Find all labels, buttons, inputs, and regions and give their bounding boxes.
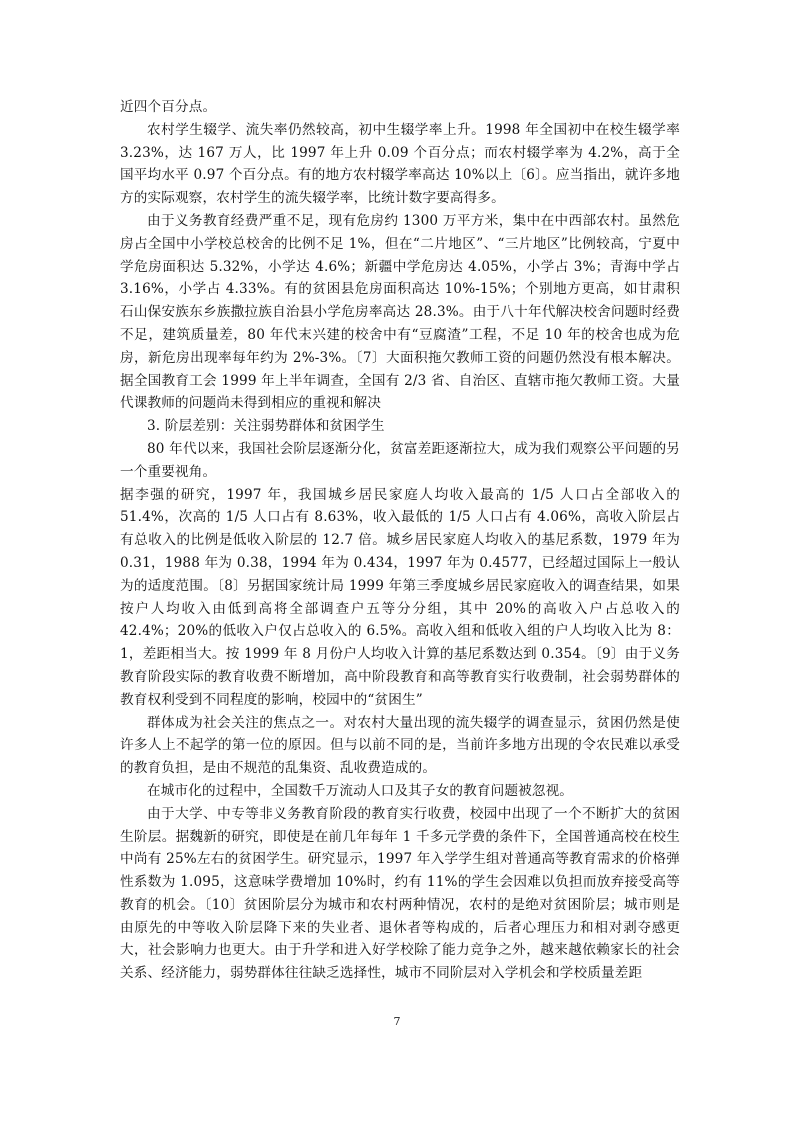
body-text	[120, 96, 680, 985]
paragraph-tuition-poverty: 由于大学、中专等非义务教育阶段的教育实行收费，校园中出现了一个不断扩大的贫困生阶层。据魏新的研究，即使是在前几年每年 1 千多元学费的条件下，全国普通高校在校生中尚有 25%左右的贫困学生。研究显示，1997 年入学学生组对普通高等教育需求的价格弹性系数为 1.095，这意味学费增加 10%时，约有 11%的学生会因难以负担而放弃接受高等教育的机会。〔10〕贫困阶层分为城市和农村两种情况，农村的是绝对贫困阶层；城市则是由原先的中等收入阶层降下来的失业者、退休者等构成的，后者心理压力和相对剥夺感更大，社会影响力也更大。由于升学和进入好学校除了能力竞争之外，越来越依赖家长的社会关系、经济能力，弱势群体往往缺乏选择性，城市不同阶层对入学机会和学校质量差距	[120, 805, 680, 982]
paragraph-dropout-rate: 农村学生辍学、流失率仍然较高，初中生辍学率上升。1998 年全国初中在校生辍学率 3.23%，达 167 万人，比 1997 年上升 0.09 个百分点；而农村辍学率为 4.2%，高于全国平均水平 0.97 个百分点。有的地方农村辍学率高达 10%以上〔6〕。应当指出，就许多地方的实际观察，农村学生的流失辍学率，比统计数字要高得多。	[120, 121, 680, 207]
paragraph-income-gini: 据李强的研究，1997 年，我国城乡居民家庭人均收入最高的 1/5 人口占全部收入的 51.4%，次高的 1/5 人口占有 8.63%，收入最低的 1/5 人口占有 4.06%，高收入阶层占有总收入的比例是低收入阶层的 12.7 倍。城乡居民家庭人均收入的基尼系数，1979 年为 0.31，1988 年为 0.38，1994 年为 0.434，1997 年为 0.4577，已经超过国际上一般认为的适度范围。〔8〕另据国家统计局 1999 年第三季度城乡居民家庭收入的调查结果，如果按户人均收入由低到高将全部调查户五等分分组，其中 20%的高收入户占总收入的 42.4%；20%的低收入户仅占总收入的 6.5%。高收入组和低收入组的户人均收入比为 8：1，差距相当大。按 1999 年 8 月份户人均收入计算的基尼系数达到 0.354。〔9〕由于义务教育阶段实际的教育收费不断增加，高中阶段教育和高等教育实行收费制，社会弱势群体的教育权利受到不同程度的影响，校园中的“贫困生”	[120, 486, 680, 708]
page-number: 7	[393, 1015, 401, 1028]
paragraph-social-stratification: 80 年代以来，我国社会阶层逐渐分化，贫富差距逐渐拉大，成为我们观察公平问题的另一个重要视角。	[120, 440, 680, 480]
paragraph-poor-students-focus: 群体成为社会关注的焦点之一。对农村大量出现的流失辍学的调查显示，贫困仍然是使许多人上不起学的第一位的原因。但与以前不同的是，当前许多地方出现的令农民难以承受的教育负担，是由不规范的乱集资、乱收费造成的。	[120, 714, 680, 777]
paragraph-dilapidated-buildings: 由于义务教育经费严重不足，现有危房约 1300 万平方米，集中在中西部农村。虽然危房占全国中小学校总校舍的比例不足 1%，但在“二片地区”、“三片地区”比例较高，宁夏中学危房面积达 5.32%，小学达 4.6%；新疆中学危房达 4.05%，小学占 3%；青海中学占 3.16%，小学占 4.33%。有的贫困县危房面积高达 10%-15%；个别地方更高，如甘肃积石山保安族东乡族撒拉族自治县小学危房率高达 28.3%。由于八十年代解决校舍问题时经费不足，建筑质量差，80 年代末兴建的校舍中有“豆腐渣”工程，不足 10 年的校舍也成为危房，新危房出现率每年约为 2%-3%。〔7〕大面积拖欠教师工资的问题仍然没有根本解决。据全国教育工会 1999 年上半年调查，全国有 2/3 省、自治区、直辖市拖欠教师工资。大量代课教师的问题尚未得到相应的重视和解决	[120, 212, 680, 412]
paragraph-migrant-population: 在城市化的过程中，全国数千万流动人口及其子女的教育问题被忽视。	[147, 782, 574, 799]
paragraph-continuation: 近四个百分点。	[120, 99, 217, 115]
section-heading-class-difference: 3. 阶层差别：关注弱势群体和贫困学生	[147, 418, 385, 435]
